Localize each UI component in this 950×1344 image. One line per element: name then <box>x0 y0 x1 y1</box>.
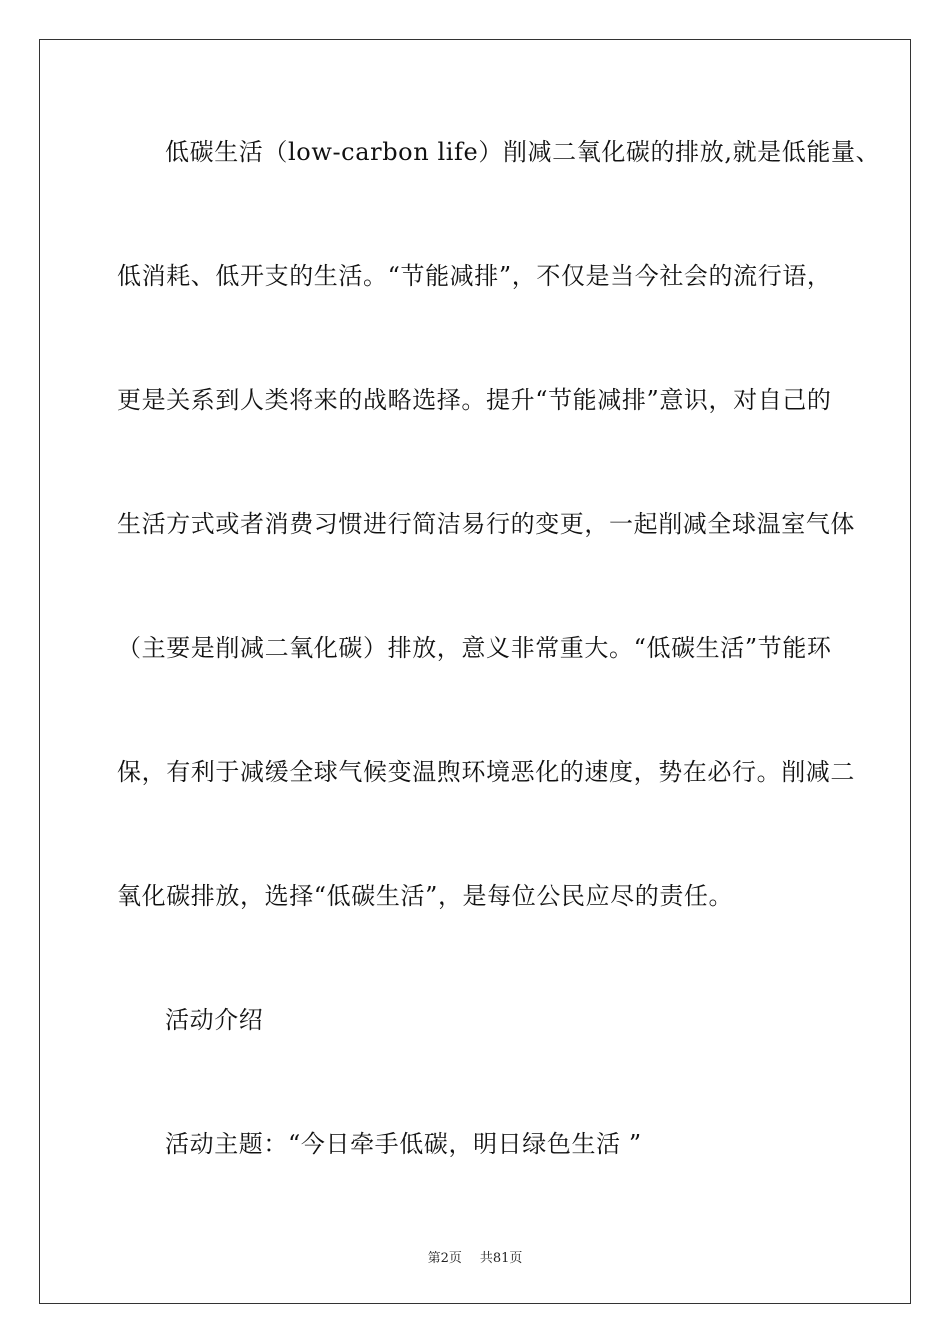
page-footer <box>0 1247 950 1266</box>
page-border <box>39 39 911 1304</box>
body-text-line: 保，有利于减缓全球气候变温煦环境恶化的速度，势在必行。削减二 <box>117 758 855 786</box>
total-pages: 共81页 <box>479 1251 523 1266</box>
activity-theme: 活动主题：“今日牵手低碳，明日绿色生活 ” <box>165 1130 642 1158</box>
body-text-line: （主要是削减二氧化碳）排放，意义非常重大。“低碳生活”节能环 <box>117 634 832 662</box>
body-text-line: 更是关系到人类将来的战略选择。提升“节能减排”意识，对自己的 <box>117 386 832 414</box>
body-text-line: 生活方式或者消费习惯进行简洁易行的变更，一起削减全球温室气体 <box>117 510 855 538</box>
body-text-line: 低消耗、低开支的生活。“节能减排”，不仅是当今社会的流行语， <box>117 262 832 290</box>
body-text-line: 氧化碳排放，选择“低碳生活”，是每位公民应尽的责任。 <box>117 882 734 910</box>
body-text-line: 低碳生活（low-carbon life）削减二氧化碳的排放,就是低能量、 <box>165 138 881 166</box>
page-number: 第2页 <box>427 1251 462 1266</box>
section-heading: 活动介绍 <box>165 1006 264 1034</box>
